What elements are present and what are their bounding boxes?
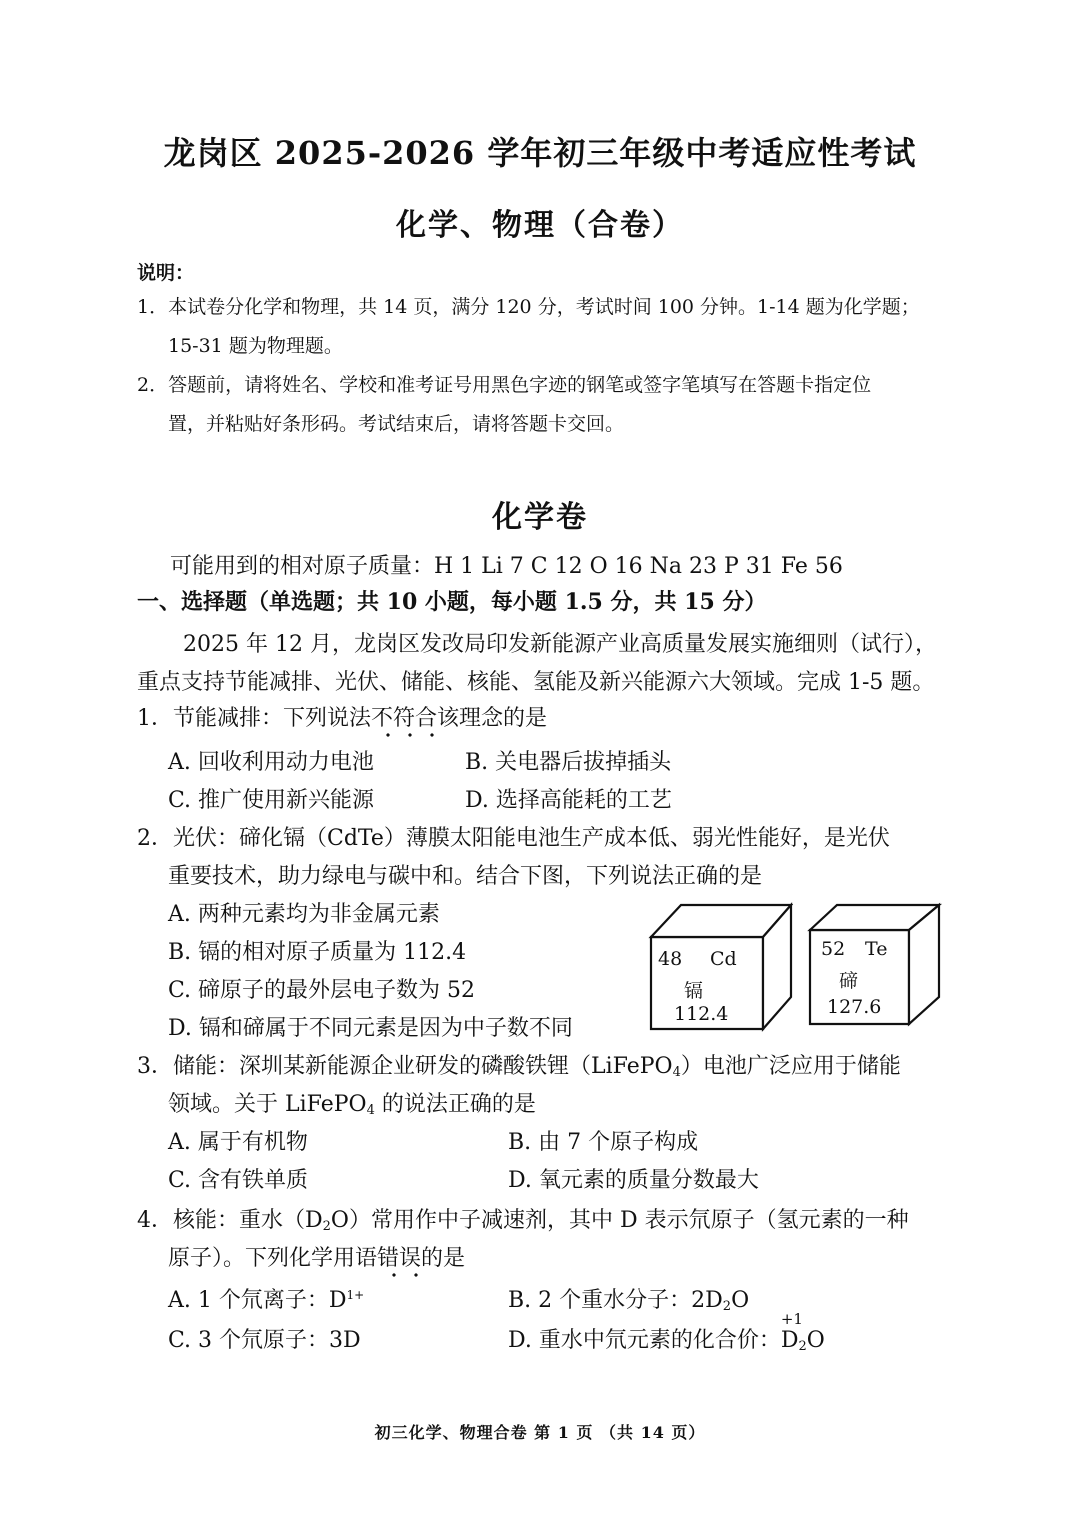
instruction-1-line-2: 15-31 题为物理题。 [168,335,343,357]
q1-option-d: D. 选择高能耗的工艺 [465,788,672,813]
question-2-stem-line-2: 重要技术，助力绿电与碳中和。结合下图，下列说法正确的是 [168,864,763,889]
instructions-heading: 说明： [137,262,195,284]
intro-line-2: 重点支持节能减排、光伏、储能、核能、氢能及新兴能源六大领域。完成 1-5 题。 [137,670,935,695]
q2-option-b: B. 镉的相对原子质量为 112.4 [168,940,467,965]
question-1-stem: 1．节能减排：下列说法不符合该理念的是 [137,706,548,731]
intro-line-1: 2025 年 12 月，龙岗区发改局印发新能源产业高质量发展实施细则（试行）， [183,632,937,657]
cadmium-symbol: Cd [710,948,737,970]
q1-option-a: A. 回收利用动力电池 [168,750,374,775]
q1-option-c: C. 推广使用新兴能源 [168,788,375,813]
exam-title: 龙岗区 2025-2026 学年初三年级中考适应性考试 [163,134,917,172]
question-3-stem-line-2: 领域。关于 LiFePO$_4$ 的说法正确的是 [168,1092,536,1118]
cadmium-atomic-number: 48 [658,948,683,970]
chem-section-title: 化学卷 [492,500,588,535]
tellurium-atomic-number: 52 [821,938,846,960]
instruction-1-line-1: 1．本试卷分化学和物理，共 14 页，满分 120 分，考试时间 100 分钟。1-14 题为化学题； [137,296,920,318]
tellurium-mass: 127.6 [827,996,882,1018]
q4-option-b: B. 2 个重水分子：$2D_2O$ [508,1288,750,1314]
instruction-2-line-2: 置，并粘贴好条形码。考试结束后，请将答题卡交回。 [168,413,625,435]
q4-option-c: C. 3 个氘原子：3D [168,1328,361,1353]
question-4-stem-line-1: 4．核能：重水$(D_2O)$常用作中子减速剂，其中 D 表示氘原子（氢元素的一种 [137,1208,909,1234]
q3-option-a: A. 属于有机物 [168,1130,308,1155]
element-card-cadmium [648,902,793,1032]
tellurium-name: 碲 [839,970,859,992]
instruction-2-line-1: 2．答题前，请将姓名、学校和准考证号用黑色字迹的钢笔或签字笔填写在答题卡指定位 [137,374,872,396]
q2-option-d: D. 镉和碲属于不同元素是因为中子数不同 [168,1016,573,1041]
q3-option-d: D. 氧元素的质量分数最大 [508,1168,759,1193]
q3-option-b: B. 由 7 个原子构成 [508,1130,699,1155]
question-3-stem-line-1: 3．储能：深圳某新能源企业研发的磷酸铁锂（LiFePO$_4$）电池广泛应用于储能 [137,1054,901,1080]
q2-option-a: A. 两种元素均为非金属元素 [168,902,440,927]
question-4-stem-line-2: 原子）。下列化学用语错误的是 [168,1246,466,1271]
page-footer: 初三化学、物理合卷 第 1 页 （共 14 页） [374,1423,706,1442]
q4-option-d: D. 重水中氘元素的化合价： +1 $D_2O$ [508,1310,825,1354]
question-2-stem-line-1: 2．光伏：碲化镉（CdTe）薄膜太阳能电池生产成本低、弱光性能好，是光伏 [137,826,890,851]
q2-option-c: C. 碲原子的最外层电子数为 52 [168,978,476,1003]
emphasis-error: 错误 [377,1246,422,1271]
q4-option-a: A. 1 个氘离子：$D^{1+}$ [168,1288,365,1313]
emphasis-not-conform: 不符合 [371,706,438,731]
cadmium-mass: 112.4 [674,1003,729,1025]
q1-option-b: B. 关电器后拔掉插头 [465,750,672,775]
valence-mark: +1 [780,1310,803,1328]
tellurium-symbol: Te [865,938,888,960]
section-one-heading: 一、选择题（单选题；共 10 小题，每小题 1.5 分，共 15 分） [137,589,767,615]
element-card-tellurium [807,902,942,1027]
atomic-masses-line: 可能用到的相对原子质量：H 1 Li 7 C 12 O 16 Na 23 P 31 Fe 56 [170,554,843,579]
cadmium-name: 镉 [684,980,704,1002]
q3-option-c: C. 含有铁单质 [168,1168,309,1193]
exam-subtitle: 化学、物理（合卷） [396,208,684,243]
